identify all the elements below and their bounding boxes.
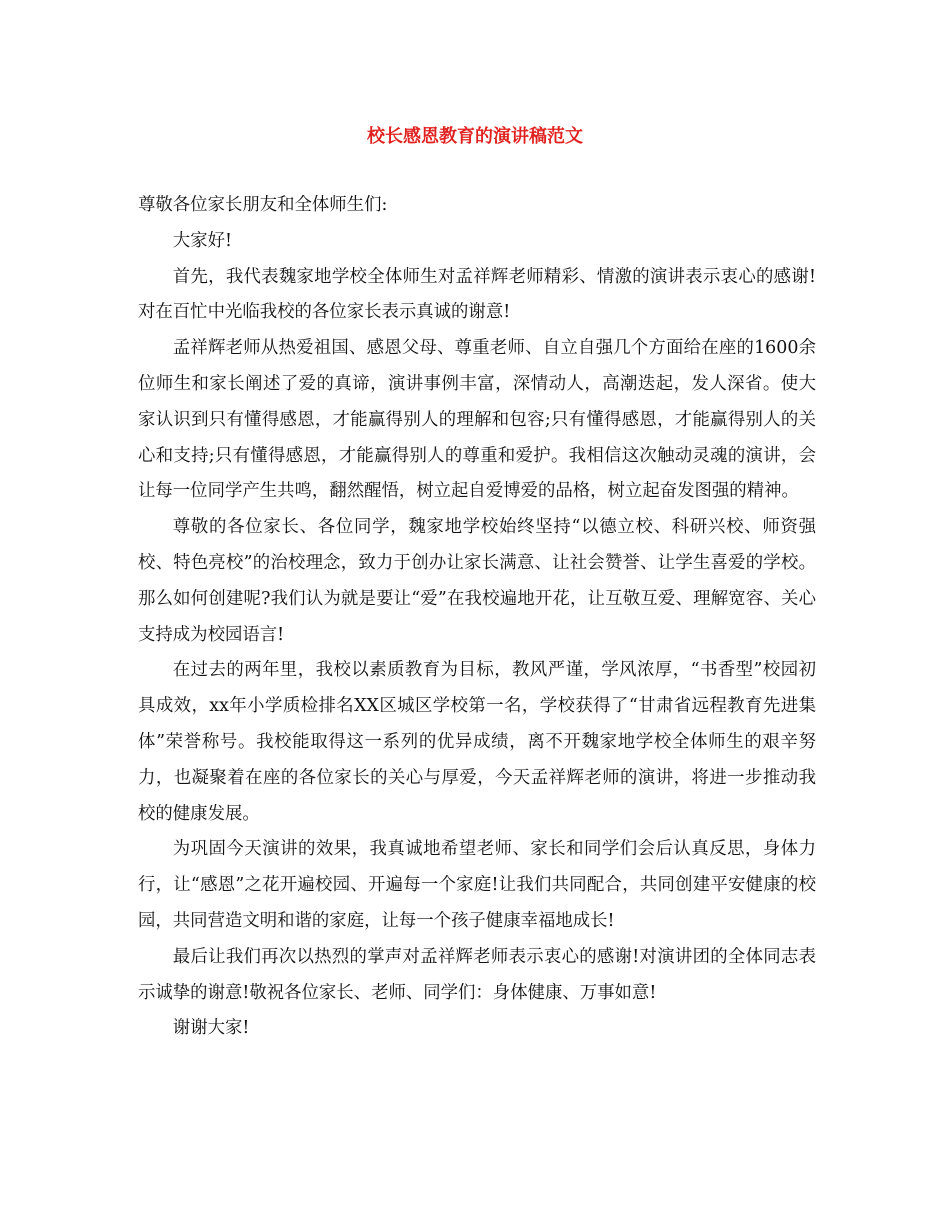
speech-summary-paragraph: 孟祥辉老师从热爱祖国、感恩父母、尊重老师、自立自强几个方面给在座的1600余位师生和家长阐述了爱的真谛，演讲事例丰富，深情动人，高潮迭起，发人深省。使大家认识到只有懂得感恩，才能赢得别人的理解和包容;只有懂得感恩，才能赢得别人的关心和支持;只有懂得感恩，才能赢得别人的尊重和爱护。我相信这次触动灵魂的演讲，会让每一位同学产生共鸣，翻然醒悟，树立起自爱博爱的品格，树立起奋发图强的精神。 [138,338,816,502]
greeting-paragraph: 大家好! [172,230,232,251]
thanks-paragraph: 首先，我代表魏家地学校全体师生对孟祥辉老师精彩、情激的演讲表示衷心的感谢!对在百忙中光临我校的各位家长表示真诚的谢意! [138,266,816,323]
document-title: 校长感恩教育的演讲稿范文 [367,126,583,147]
closing-paragraph: 最后让我们再次以热烈的掌声对孟祥辉老师表示衷心的感谢!对演讲团的全体同志表示诚挚的谢意!敬祝各位家长、老师、同学们：身体健康、万事如意! [138,946,816,1003]
document-body [138,188,816,1047]
school-philosophy-paragraph: 尊敬的各位家长、各位同学，魏家地学校始终坚持“以德立校、科研兴校、师资强校、特色亮校”的治校理念，致力于创办让家长满意、让社会赞誉、让学生喜爱的学校。那么如何创建呢?我们认为就是要让“爱”在我校遍地开花，让互敬互爱、理解宽容、关心支持成为校园语言! [138,517,816,645]
salutation: 尊敬各位家长朋友和全体师生们: [138,195,388,215]
achievements-paragraph: 在过去的两年里，我校以素质教育为目标，教风严谨，学风浓厚，“书香型”校园初具成效，xx年小学质检排名XX区城区学校第一名，学校获得了“甘肃省远程教育先进集体”荣誉称号。我校能取得这一系列的优异成绩，离不开魏家地学校全体师生的艰辛努力，也凝聚着在座的各位家长的关心与厚爱，今天孟祥辉老师的演讲，将进一步推动我校的健康发展。 [138,660,816,824]
hope-paragraph: 为巩固今天演讲的效果，我真诚地希望老师、家长和同学们会后认真反思，身体力行，让“感恩”之花开遍校园、开遍每一个家庭!让我们共同配合，共同创建平安健康的校园，共同营造文明和谐的家庭，让每一个孩子健康幸福地成长! [138,839,816,931]
final-thanks-paragraph: 谢谢大家! [172,1018,250,1039]
